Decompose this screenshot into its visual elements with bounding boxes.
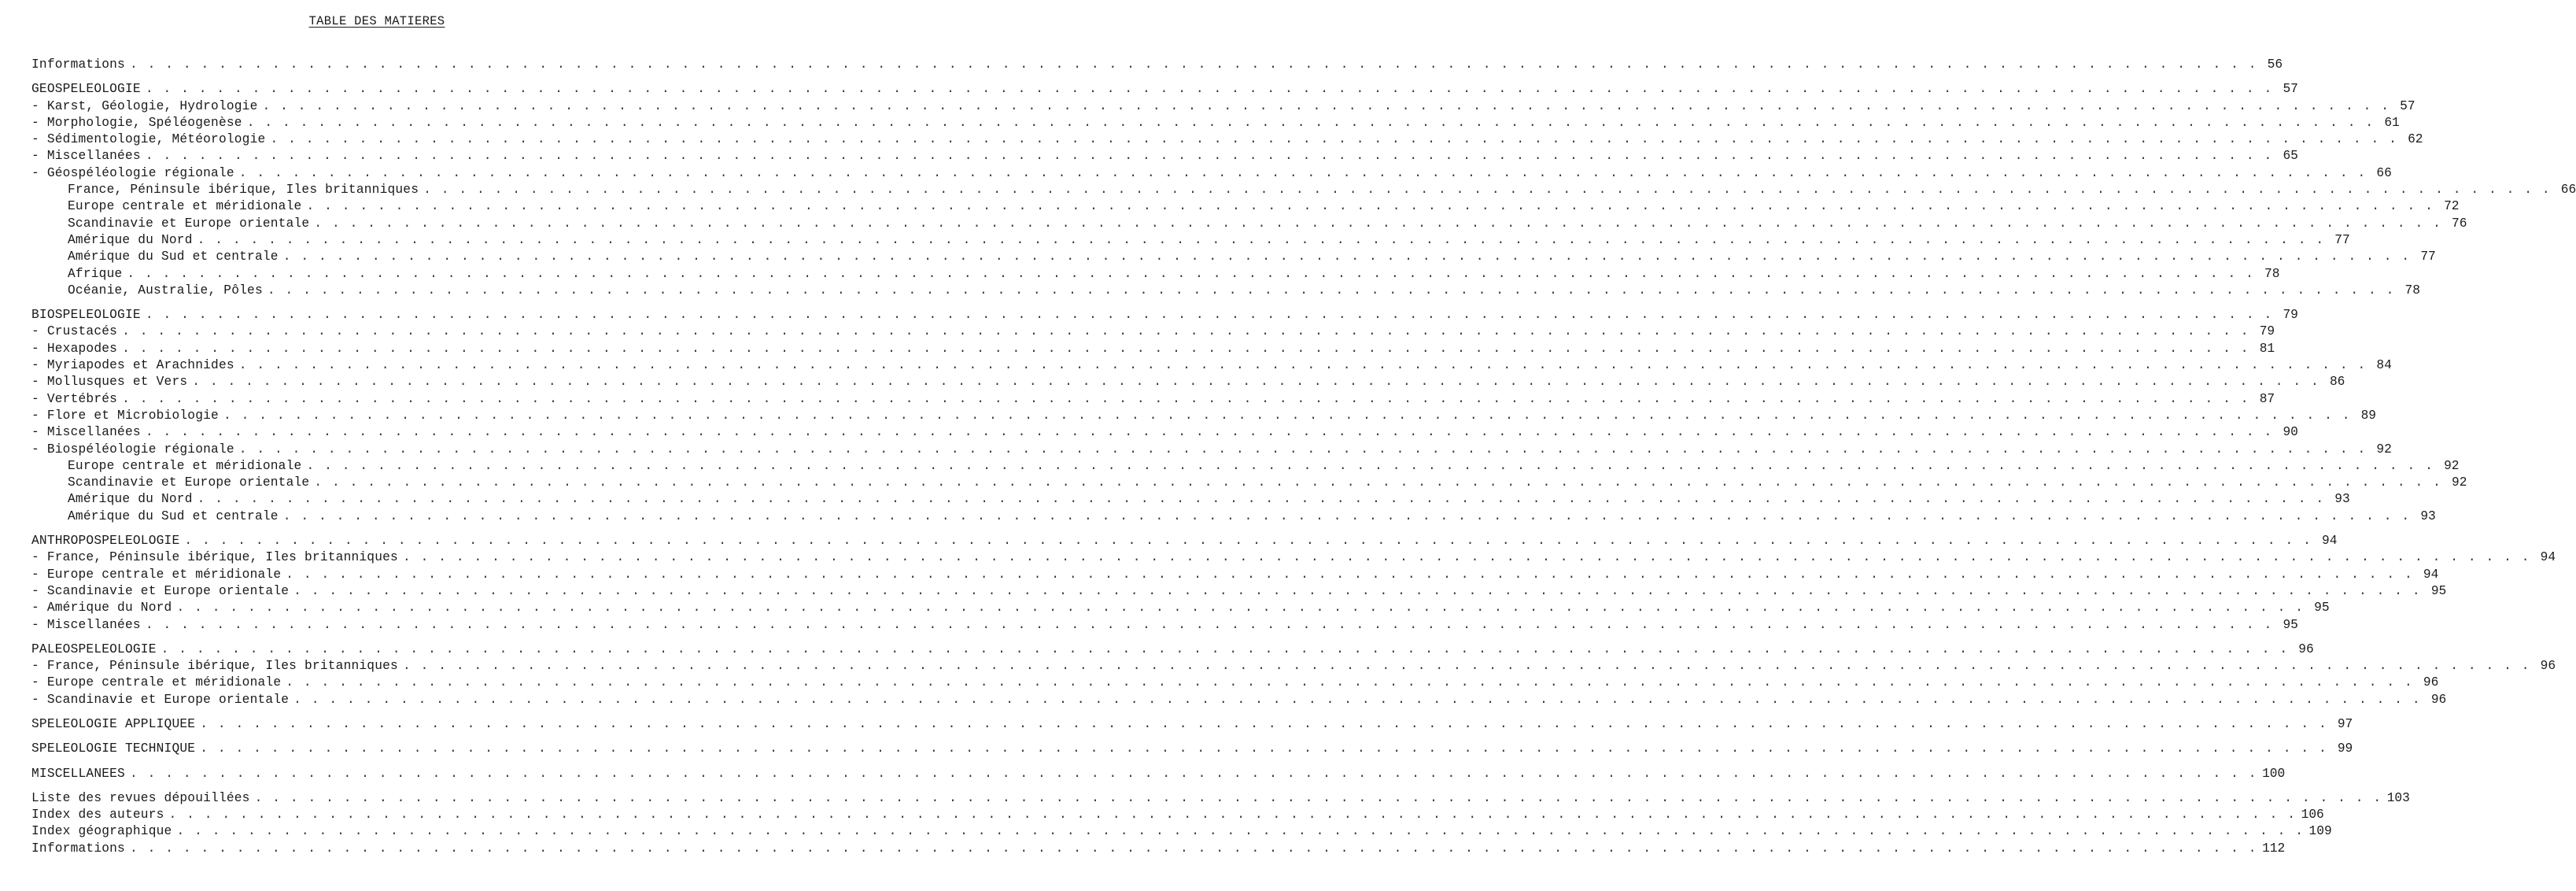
toc-entry-page-number: 112 (2262, 841, 2286, 856)
toc-entry-label: SPELEOLOGIE TECHNIQUE (31, 741, 196, 756)
toc-subentry (31, 491, 2350, 508)
toc-entry-page-number: 95 (2314, 601, 2330, 616)
dot-leader: . . . . . . . . . . . . . . . . . . . . . . . . . . . . . . . . . . . . . . . . . . . . . . . . . . . . . . . . . . . . . . . . . . . . . . . . . . . . . . . . . . . . . . . . . . . . . . . . . . . . . . . . . . . . . . . . . . . . . . . . (197, 492, 2325, 507)
dot-leader: . . . . . . . . . . . . . . . . . . . . . . . . . . . . . . . . . . . . . . . . . . . . . . . . . . . . . . . . . . . . . . . . . . . . . . . . . . . . . . . . . . . . . . . . . . . . . . . . . . . . . . . . . . . . . . . . . . . . . . . . (129, 57, 2258, 72)
toc-entry-page-number: 79 (2283, 308, 2298, 323)
toc-entry-page-number: 79 (2259, 324, 2275, 339)
dot-leader: . . . . . . . . . . . . . . . . . . . . . . . . . . . . . . . . . . . . . . . . . . . . . . . . . . . . . . . . . . . . . . . . . . . . . . . . . . . . . . . . . . . . . . . . . . . . . . . . . . . . . . . . . . . . . . . . . . . . . . . . (192, 375, 2320, 390)
toc-entry-label: - France, Péninsule ibérique, Iles britanniques (31, 659, 398, 674)
dot-leader: . . . . . . . . . . . . . . . . . . . . . . . . . . . . . . . . . . . . . . . . . . . . . . . . . . . . . . . . . . . . . . . . . . . . . . . . . . . . . . . . . . . . . . . . . . . . . . . . . . . . . . . . . . . . . . . . . . . . . . . . (200, 741, 2328, 756)
toc-entry-page-number: 96 (2298, 641, 2314, 656)
dot-leader: . . . . . . . . . . . . . . . . . . . . . . . . . . . . . . . . . . . . . . . . . . . . . . . . . . . . . . . . . . . . . . . . . . . . . . . . . . . . . . . . . . . . . . . . . . . . . . . . . . . . . . . . . . . . . . . . . . . . . . . . (122, 391, 2250, 406)
toc-entry-label: - Scandinavie et Europe orientale (31, 692, 290, 707)
toc-entry (31, 442, 2392, 458)
toc-entry-page-number: 76 (2451, 216, 2467, 231)
dot-leader: . . . . . . . . . . . . . . . . . . . . . . . . . . . . . . . . . . . . . . . . . . . . . . . . . . . . . . . . . . . . . . . . . . . . . . . . . . . . . . . . . . . . . . . . . . . . . . . . . . . . . . . . . . . . . . . . . . . . . . . . (168, 808, 2297, 823)
toc-entry-label: - Europe centrale et méridionale (31, 567, 282, 582)
toc-entry-label: - Scandinavie et Europe orientale (31, 583, 290, 598)
toc-subentry (31, 198, 2460, 215)
toc-entry-label: Index géographique (31, 824, 172, 839)
toc-entry-page-number: 92 (2451, 475, 2467, 490)
dot-leader: . . . . . . . . . . . . . . . . . . . . . . . . . . . . . . . . . . . . . . . . . . . . . . . . . . . . . . . . . . . . . . . . . . . . . . . . . . . . . . . . . . . . . . . . . . . . . . . . . . . . . . . . . . . . . . . . . . . . . . . . (293, 583, 2422, 598)
toc-entry-page-number: 97 (2337, 716, 2353, 731)
toc-entry-label: ANTHROPOSPELEOLOGIE (31, 534, 180, 549)
dot-leader: . . . . . . . . . . . . . . . . . . . . . . . . . . . . . . . . . . . . . . . . . . . . . . . . . . . . . . . . . . . . . . . . . . . . . . . . . . . . . . . . . . . . . . . . . . . . . . . . . . . . . . . . . . . . . . . . . . . . . . . . (223, 408, 2352, 423)
dot-leader: . . . . . . . . . . . . . . . . . . . . . . . . . . . . . . . . . . . . . . . . . . . . . . . . . . . . . . . . . . . . . . . . . . . . . . . . . . . . . . . . . . . . . . . . . . . . . . . . . . . . . . . . . . . . . . . . . . . . . . . . (145, 149, 2273, 164)
toc-entry (31, 148, 2298, 165)
toc-entry (31, 675, 2439, 691)
toc-entry-label: - Mollusques et Vers (31, 375, 188, 390)
toc-entry-label: Europe centrale et méridionale (68, 199, 302, 214)
dot-leader: . . . . . . . . . . . . . . . . . . . . . . . . . . . . . . . . . . . . . . . . . . . . . . . . . . . . . . . . . . . . . . . . . . . . . . . . . . . . . . . . . . . . . . . . . . . . . . . . . . . . . . . . . . . . . . . . . . . . . . . . (176, 601, 2305, 616)
toc-section (31, 533, 2556, 634)
toc-entry-label: Amérique du Sud et centrale (68, 508, 279, 523)
toc-entry (31, 807, 2324, 823)
toc-entry-label: - Miscellanées (31, 425, 141, 440)
toc-entry (31, 81, 2298, 98)
toc-entry-page-number: 81 (2259, 341, 2275, 356)
toc-entry-page-number: 93 (2420, 508, 2436, 523)
toc-entry (31, 790, 2410, 807)
toc-entry-label: - Myriapodes et Arachnides (31, 358, 234, 373)
dot-leader: . . . . . . . . . . . . . . . . . . . . . . . . . . . . . . . . . . . . . . . . . . . . . . . . . . . . . . . . . . . . . . . . . . . . . . . . . . . . . . . . . . . . . . . . . . . . . . . . . . . . . . . . . . . . . . . . . . . . . . . . (293, 692, 2422, 707)
toc-entry-page-number: 96 (2423, 675, 2439, 690)
dot-leader: . . . . . . . . . . . . . . . . . . . . . . . . . . . . . . . . . . . . . . . . . . . . . . . . . . . . . . . . . . . . . . . . . . . . . . . . . . . . . . . . . . . . . . . . . . . . . . . . . . . . . . . . . . . . . . . . . . . . . . . . (122, 341, 2250, 356)
toc-entry-label: - Vertébrés (31, 391, 118, 406)
toc-entry-page-number: 94 (2423, 567, 2439, 582)
dot-leader: . . . . . . . . . . . . . . . . . . . . . . . . . . . . . . . . . . . . . . . . . . . . . . . . . . . . . . . . . . . . . . . . . . . . . . . . . . . . . . . . . . . . . . . . . . . . . . . . . . . . . . . . . . . . . . . . . . . . . . . . (314, 216, 2442, 231)
toc-entry-label: - Miscellanées (31, 617, 141, 632)
toc-entry-page-number: 86 (2329, 375, 2345, 390)
dot-leader: . . . . . . . . . . . . . . . . . . . . . . . . . . . . . . . . . . . . . . . . . . . . . . . . . . . . . . . . . . . . . . . . . . . . . . . . . . . . . . . . . . . . . . . . . . . . . . . . . . . . . . . . . . . . . . . . . . . . . . . . (262, 98, 2390, 113)
toc-entry-page-number: 77 (2334, 232, 2350, 247)
toc-entry-page-number: 62 (2408, 132, 2423, 147)
page-title (0, 14, 754, 28)
toc-subentry (31, 182, 2576, 198)
dot-leader: . . . . . . . . . . . . . . . . . . . . . . . . . . . . . . . . . . . . . . . . . . . . . . . . . . . . . . . . . . . . . . . . . . . . . . . . . . . . . . . . . . . . . . . . . . . . . . . . . . . . . . . . . . . . . . . . . . . . . . . . (286, 567, 2414, 582)
toc-entry-page-number: 56 (2267, 57, 2283, 72)
toc-entry-page-number: 72 (2444, 199, 2460, 214)
toc-entry-label: Informations (31, 57, 125, 72)
toc-entry-label: GEOSPELEOLOGIE (31, 82, 141, 97)
dot-leader: . . . . . . . . . . . . . . . . . . . . . . . . . . . . . . . . . . . . . . . . . . . . . . . . . . . . . . . . . . . . . . . . . . . . . . . . . . . . . . . . . . . . . . . . . . . . . . . . . . . . . . . . . . . . . . . . . . . . . . . . (145, 617, 2273, 632)
toc-subentry (31, 458, 2460, 475)
toc-entry (31, 692, 2447, 708)
toc-entry-page-number: 61 (2384, 115, 2400, 130)
toc-entry-page-number: 95 (2430, 583, 2447, 598)
dot-leader: . . . . . . . . . . . . . . . . . . . . . . . . . . . . . . . . . . . . . . . . . . . . . . . . . . . . . . . . . . . . . . . . . . . . . . . . . . . . . . . . . . . . . . . . . . . . . . . . . . . . . . . . . . . . . . . . . . . . . . . . (184, 534, 2312, 549)
dot-leader: . . . . . . . . . . . . . . . . . . . . . . . . . . . . . . . . . . . . . . . . . . . . . . . . . . . . . . . . . . . . . . . . . . . . . . . . . . . . . . . . . . . . . . . . . . . . . . . . . . . . . . . . . . . . . . . . . . . . . . . . (122, 324, 2250, 339)
toc-entry-page-number: 109 (2308, 824, 2332, 839)
dot-leader: . . . . . . . . . . . . . . . . . . . . . . . . . . . . . . . . . . . . . . . . . . . . . . . . . . . . . . . . . . . . . . . . . . . . . . . . . . . . . . . . . . . . . . . . . . . . . . . . . . . . . . . . . . . . . . . . . . . . . . . . (270, 132, 2398, 147)
toc-entry (31, 567, 2439, 583)
toc-subentry (31, 232, 2350, 249)
toc-entry (31, 98, 2415, 115)
dot-leader: . . . . . . . . . . . . . . . . . . . . . . . . . . . . . . . . . . . . . . . . . . . . . . . . . . . . . . . . . . . . . . . . . . . . . . . . . . . . . . . . . . . . . . . . . . . . . . . . . . . . . . . . . . . . . . . . . . . . . . . . (306, 458, 2434, 473)
toc-entry-page-number: 96 (2430, 692, 2447, 707)
dot-leader: . . . . . . . . . . . . . . . . . . . . . . . . . . . . . . . . . . . . . . . . . . . . . . . . . . . . . . . . . . . . . . . . . . . . . . . . . . . . . . . . . . . . . . . . . . . . . . . . . . . . . . . . . . . . . . . . . . . . . . . . (402, 659, 2531, 674)
toc-entry-label: - Karst, Géologie, Hydrologie (31, 98, 258, 113)
toc-entry-label: - Sédimentologie, Météorologie (31, 132, 266, 147)
toc-entry-page-number: 106 (2301, 808, 2324, 823)
toc-subentry (31, 283, 2420, 299)
toc-section (31, 307, 2467, 525)
toc-subentry (31, 475, 2467, 491)
dot-leader: . . . . . . . . . . . . . . . . . . . . . . . . . . . . . . . . . . . . . . . . . . . . . . . . . . . . . . . . . . . . . . . . . . . . . . . . . . . . . . . . . . . . . . . . . . . . . . . . . . . . . . . . . . . . . . . . . . . . . . . . (238, 442, 2367, 457)
toc-entry (31, 823, 2332, 840)
toc-entry-page-number: 65 (2283, 149, 2298, 164)
dot-leader: . . . . . . . . . . . . . . . . . . . . . . . . . . . . . . . . . . . . . . . . . . . . . . . . . . . . . . . . . . . . . . . . . . . . . . . . . . . . . . . . . . . . . . . . . . . . . . . . . . . . . . . . . . . . . . . . . . . . . . . . (282, 508, 2411, 523)
toc-section (31, 81, 2576, 299)
dot-leader: . . . . . . . . . . . . . . . . . . . . . . . . . . . . . . . . . . . . . . . . . . . . . . . . . . . . . . . . . . . . . . . . . . . . . . . . . . . . . . . . . . . . . . . . . . . . . . . . . . . . . . . . . . . . . . . . . . . . . . . . (282, 250, 2411, 264)
toc-entry-page-number: 96 (2540, 659, 2556, 674)
toc-section (31, 641, 2556, 708)
toc-entry-label: - Hexapodes (31, 341, 118, 356)
toc-entry-label: - Biospéléologie régionale (31, 442, 234, 457)
dot-leader: . . . . . . . . . . . . . . . . . . . . . . . . . . . . . . . . . . . . . . . . . . . . . . . . . . . . . . . . . . . . . . . . . . . . . . . . . . . . . . . . . . . . . . . . . . . . . . . . . . . . . . . . . . . . . . . . . . . . . . . . (306, 199, 2434, 214)
toc-entry (31, 165, 2392, 182)
toc-entry-label: BIOSPELEOLOGIE (31, 308, 141, 323)
dot-leader: . . . . . . . . . . . . . . . . . . . . . . . . . . . . . . . . . . . . . . . . . . . . . . . . . . . . . . . . . . . . . . . . . . . . . . . . . . . . . . . . . . . . . . . . . . . . . . . . . . . . . . . . . . . . . . . . . . . . . . . . (129, 841, 2258, 856)
dot-leader: . . . . . . . . . . . . . . . . . . . . . . . . . . . . . . . . . . . . . . . . . . . . . . . . . . . . . . . . . . . . . . . . . . . . . . . . . . . . . . . . . . . . . . . . . . . . . . . . . . . . . . . . . . . . . . . . . . . . . . . . (145, 425, 2273, 440)
toc-entry (31, 323, 2275, 340)
toc-entry-page-number: 66 (2560, 183, 2576, 198)
toc-entry-label: Scandinavie et Europe orientale (68, 216, 310, 231)
toc-entry (31, 131, 2423, 148)
dot-leader: . . . . . . . . . . . . . . . . . . . . . . . . . . . . . . . . . . . . . . . . . . . . . . . . . . . . . . . . . . . . . . . . . . . . . . . . . . . . . . . . . . . . . . . . . . . . . . . . . . . . . . . . . . . . . . . . . . . . . . . . (402, 550, 2531, 565)
toc-entry (31, 600, 2330, 616)
toc-entry-page-number: 94 (2540, 550, 2556, 565)
toc-entry (31, 549, 2556, 566)
toc-entry (31, 641, 2314, 658)
toc-entry-label: Océanie, Australie, Pôles (68, 283, 263, 298)
dot-leader: . . . . . . . . . . . . . . . . . . . . . . . . . . . . . . . . . . . . . . . . . . . . . . . . . . . . . . . . . . . . . . . . . . . . . . . . . . . . . . . . . . . . . . . . . . . . . . . . . . . . . . . . . . . . . . . . . . . . . . . . (197, 232, 2325, 247)
dot-leader: . . . . . . . . . . . . . . . . . . . . . . . . . . . . . . . . . . . . . . . . . . . . . . . . . . . . . . . . . . . . . . . . . . . . . . . . . . . . . . . . . . . . . . . . . . . . . . . . . . . . . . . . . . . . . . . . . . . . . . . . (200, 716, 2328, 731)
toc-entry-page-number: 89 (2360, 408, 2377, 423)
toc-entry-page-number: 77 (2420, 250, 2436, 264)
toc-entry (31, 716, 2353, 733)
toc-section (31, 790, 2410, 857)
dot-leader: . . . . . . . . . . . . . . . . . . . . . . . . . . . . . . . . . . . . . . . . . . . . . . . . . . . . . . . . . . . . . . . . . . . . . . . . . . . . . . . . . . . . . . . . . . . . . . . . . . . . . . . . . . . . . . . . . . . . . . . . (254, 790, 2382, 805)
toc-entry-label: - Amérique du Nord (31, 601, 172, 616)
dot-leader: . . . . . . . . . . . . . . . . . . . . . . . . . . . . . . . . . . . . . . . . . . . . . . . . . . . . . . . . . . . . . . . . . . . . . . . . . . . . . . . . . . . . . . . . . . . . . . . . . . . . . . . . . . . . . . . . . . . . . . . . (423, 183, 2552, 198)
toc-entry-label: - Europe centrale et méridionale (31, 675, 282, 690)
toc-entry (31, 115, 2400, 131)
toc-entry-label: Scandinavie et Europe orientale (68, 475, 310, 490)
toc-entry-label: - France, Péninsule ibérique, Iles britanniques (31, 550, 398, 565)
toc-entry-label: Afrique (68, 266, 123, 281)
toc-subentry (31, 508, 2436, 525)
toc-entry-label: Amérique du Nord (68, 492, 193, 507)
page-title-text: TABLE DES MATIERES (308, 14, 445, 28)
toc-entry-label: - Flore et Microbiologie (31, 408, 219, 423)
toc-entry-page-number: 95 (2283, 617, 2298, 632)
toc-entry (31, 841, 2286, 857)
toc-entry (31, 408, 2377, 424)
toc-section (31, 57, 2283, 73)
toc-entry-label: Liste des revues dépouillées (31, 790, 250, 805)
toc-entry (31, 741, 2353, 757)
toc-entry (31, 583, 2447, 600)
toc-entry-page-number: 93 (2334, 492, 2350, 507)
toc-entry-page-number: 78 (2264, 266, 2280, 281)
dot-leader: . . . . . . . . . . . . . . . . . . . . . . . . . . . . . . . . . . . . . . . . . . . . . . . . . . . . . . . . . . . . . . . . . . . . . . . . . . . . . . . . . . . . . . . . . . . . . . . . . . . . . . . . . . . . . . . . . . . . . . . . (246, 115, 2375, 130)
toc-entry-page-number: 99 (2337, 741, 2353, 756)
toc-section (31, 741, 2353, 757)
dot-leader: . . . . . . . . . . . . . . . . . . . . . . . . . . . . . . . . . . . . . . . . . . . . . . . . . . . . . . . . . . . . . . . . . . . . . . . . . . . . . . . . . . . . . . . . . . . . . . . . . . . . . . . . . . . . . . . . . . . . . . . . (286, 675, 2414, 690)
toc-subentry (31, 216, 2467, 232)
toc-entry (31, 341, 2275, 357)
table-of-contents (31, 57, 2576, 857)
toc-section (31, 716, 2353, 733)
dot-leader: . . . . . . . . . . . . . . . . . . . . . . . . . . . . . . . . . . . . . . . . . . . . . . . . . . . . . . . . . . . . . . . . . . . . . . . . . . . . . . . . . . . . . . . . . . . . . . . . . . . . . . . . . . . . . . . . . . . . . . . . (161, 641, 2289, 656)
toc-entry-label: Index des auteurs (31, 808, 164, 823)
toc-entry-label: - Crustacés (31, 324, 118, 339)
toc-entry-label: SPELEOLOGIE APPLIQUEE (31, 716, 196, 731)
toc-entry-page-number: 57 (2400, 98, 2415, 113)
toc-subentry (31, 249, 2436, 265)
toc-entry-label: MISCELLANEES (31, 766, 125, 781)
toc-entry-page-number: 92 (2376, 442, 2392, 457)
toc-entry-page-number: 100 (2262, 766, 2286, 781)
toc-entry-label: Amérique du Sud et centrale (68, 250, 279, 264)
toc-entry (31, 357, 2392, 374)
toc-entry-label: Europe centrale et méridionale (68, 458, 302, 473)
dot-leader: . . . . . . . . . . . . . . . . . . . . . . . . . . . . . . . . . . . . . . . . . . . . . . . . . . . . . . . . . . . . . . . . . . . . . . . . . . . . . . . . . . . . . . . . . . . . . . . . . . . . . . . . . . . . . . . . . . . . . . . . (238, 358, 2367, 373)
toc-section (31, 766, 2286, 782)
toc-entry-label: Informations (31, 841, 125, 856)
dot-leader: . . . . . . . . . . . . . . . . . . . . . . . . . . . . . . . . . . . . . . . . . . . . . . . . . . . . . . . . . . . . . . . . . . . . . . . . . . . . . . . . . . . . . . . . . . . . . . . . . . . . . . . . . . . . . . . . . . . . . . . . (238, 165, 2367, 180)
toc-entry-label: PALEOSPELEOLOGIE (31, 641, 157, 656)
toc-entry (31, 424, 2298, 441)
toc-entry-label: - Miscellanées (31, 149, 141, 164)
toc-entry-page-number: 78 (2404, 283, 2420, 298)
dot-leader: . . . . . . . . . . . . . . . . . . . . . . . . . . . . . . . . . . . . . . . . . . . . . . . . . . . . . . . . . . . . . . . . . . . . . . . . . . . . . . . . . . . . . . . . . . . . . . . . . . . . . . . . . . . . . . . . . . . . . . . . (145, 82, 2273, 97)
toc-entry-page-number: 84 (2376, 358, 2392, 373)
toc-entry-label: - Géospéléologie régionale (31, 165, 234, 180)
toc-entry-page-number: 90 (2283, 425, 2298, 440)
toc-entry-page-number: 57 (2283, 82, 2298, 97)
toc-entry-page-number: 103 (2386, 790, 2410, 805)
dot-leader: . . . . . . . . . . . . . . . . . . . . . . . . . . . . . . . . . . . . . . . . . . . . . . . . . . . . . . . . . . . . . . . . . . . . . . . . . . . . . . . . . . . . . . . . . . . . . . . . . . . . . . . . . . . . . . . . . . . . . . . . (129, 766, 2258, 781)
toc-entry-label: Amérique du Nord (68, 232, 193, 247)
dot-leader: . . . . . . . . . . . . . . . . . . . . . . . . . . . . . . . . . . . . . . . . . . . . . . . . . . . . . . . . . . . . . . . . . . . . . . . . . . . . . . . . . . . . . . . . . . . . . . . . . . . . . . . . . . . . . . . . . . . . . . . . (176, 824, 2305, 839)
dot-leader: . . . . . . . . . . . . . . . . . . . . . . . . . . . . . . . . . . . . . . . . . . . . . . . . . . . . . . . . . . . . . . . . . . . . . . . . . . . . . . . . . . . . . . . . . . . . . . . . . . . . . . . . . . . . . . . . . . . . . . . . (267, 283, 2395, 298)
toc-entry-label: France, Péninsule ibérique, Iles britanniques (68, 183, 419, 198)
toc-entry (31, 374, 2345, 390)
toc-entry (31, 617, 2298, 634)
toc-entry (31, 307, 2298, 323)
toc-entry (31, 533, 2338, 549)
toc-entry (31, 766, 2286, 782)
dot-leader: . . . . . . . . . . . . . . . . . . . . . . . . . . . . . . . . . . . . . . . . . . . . . . . . . . . . . . . . . . . . . . . . . . . . . . . . . . . . . . . . . . . . . . . . . . . . . . . . . . . . . . . . . . . . . . . . . . . . . . . . (127, 266, 2255, 281)
toc-subentry (31, 266, 2280, 283)
toc-entry (31, 57, 2283, 73)
dot-leader: . . . . . . . . . . . . . . . . . . . . . . . . . . . . . . . . . . . . . . . . . . . . . . . . . . . . . . . . . . . . . . . . . . . . . . . . . . . . . . . . . . . . . . . . . . . . . . . . . . . . . . . . . . . . . . . . . . . . . . . . (145, 308, 2273, 323)
toc-entry-page-number: 66 (2376, 165, 2392, 180)
toc-entry-label: - Morphologie, Spéléogenèse (31, 115, 242, 130)
toc-entry-page-number: 92 (2444, 458, 2460, 473)
toc-entry (31, 658, 2556, 675)
dot-leader: . . . . . . . . . . . . . . . . . . . . . . . . . . . . . . . . . . . . . . . . . . . . . . . . . . . . . . . . . . . . . . . . . . . . . . . . . . . . . . . . . . . . . . . . . . . . . . . . . . . . . . . . . . . . . . . . . . . . . . . . (314, 475, 2442, 490)
toc-entry-page-number: 94 (2322, 534, 2338, 549)
toc-entry (31, 391, 2275, 408)
toc-entry-page-number: 87 (2259, 391, 2275, 406)
